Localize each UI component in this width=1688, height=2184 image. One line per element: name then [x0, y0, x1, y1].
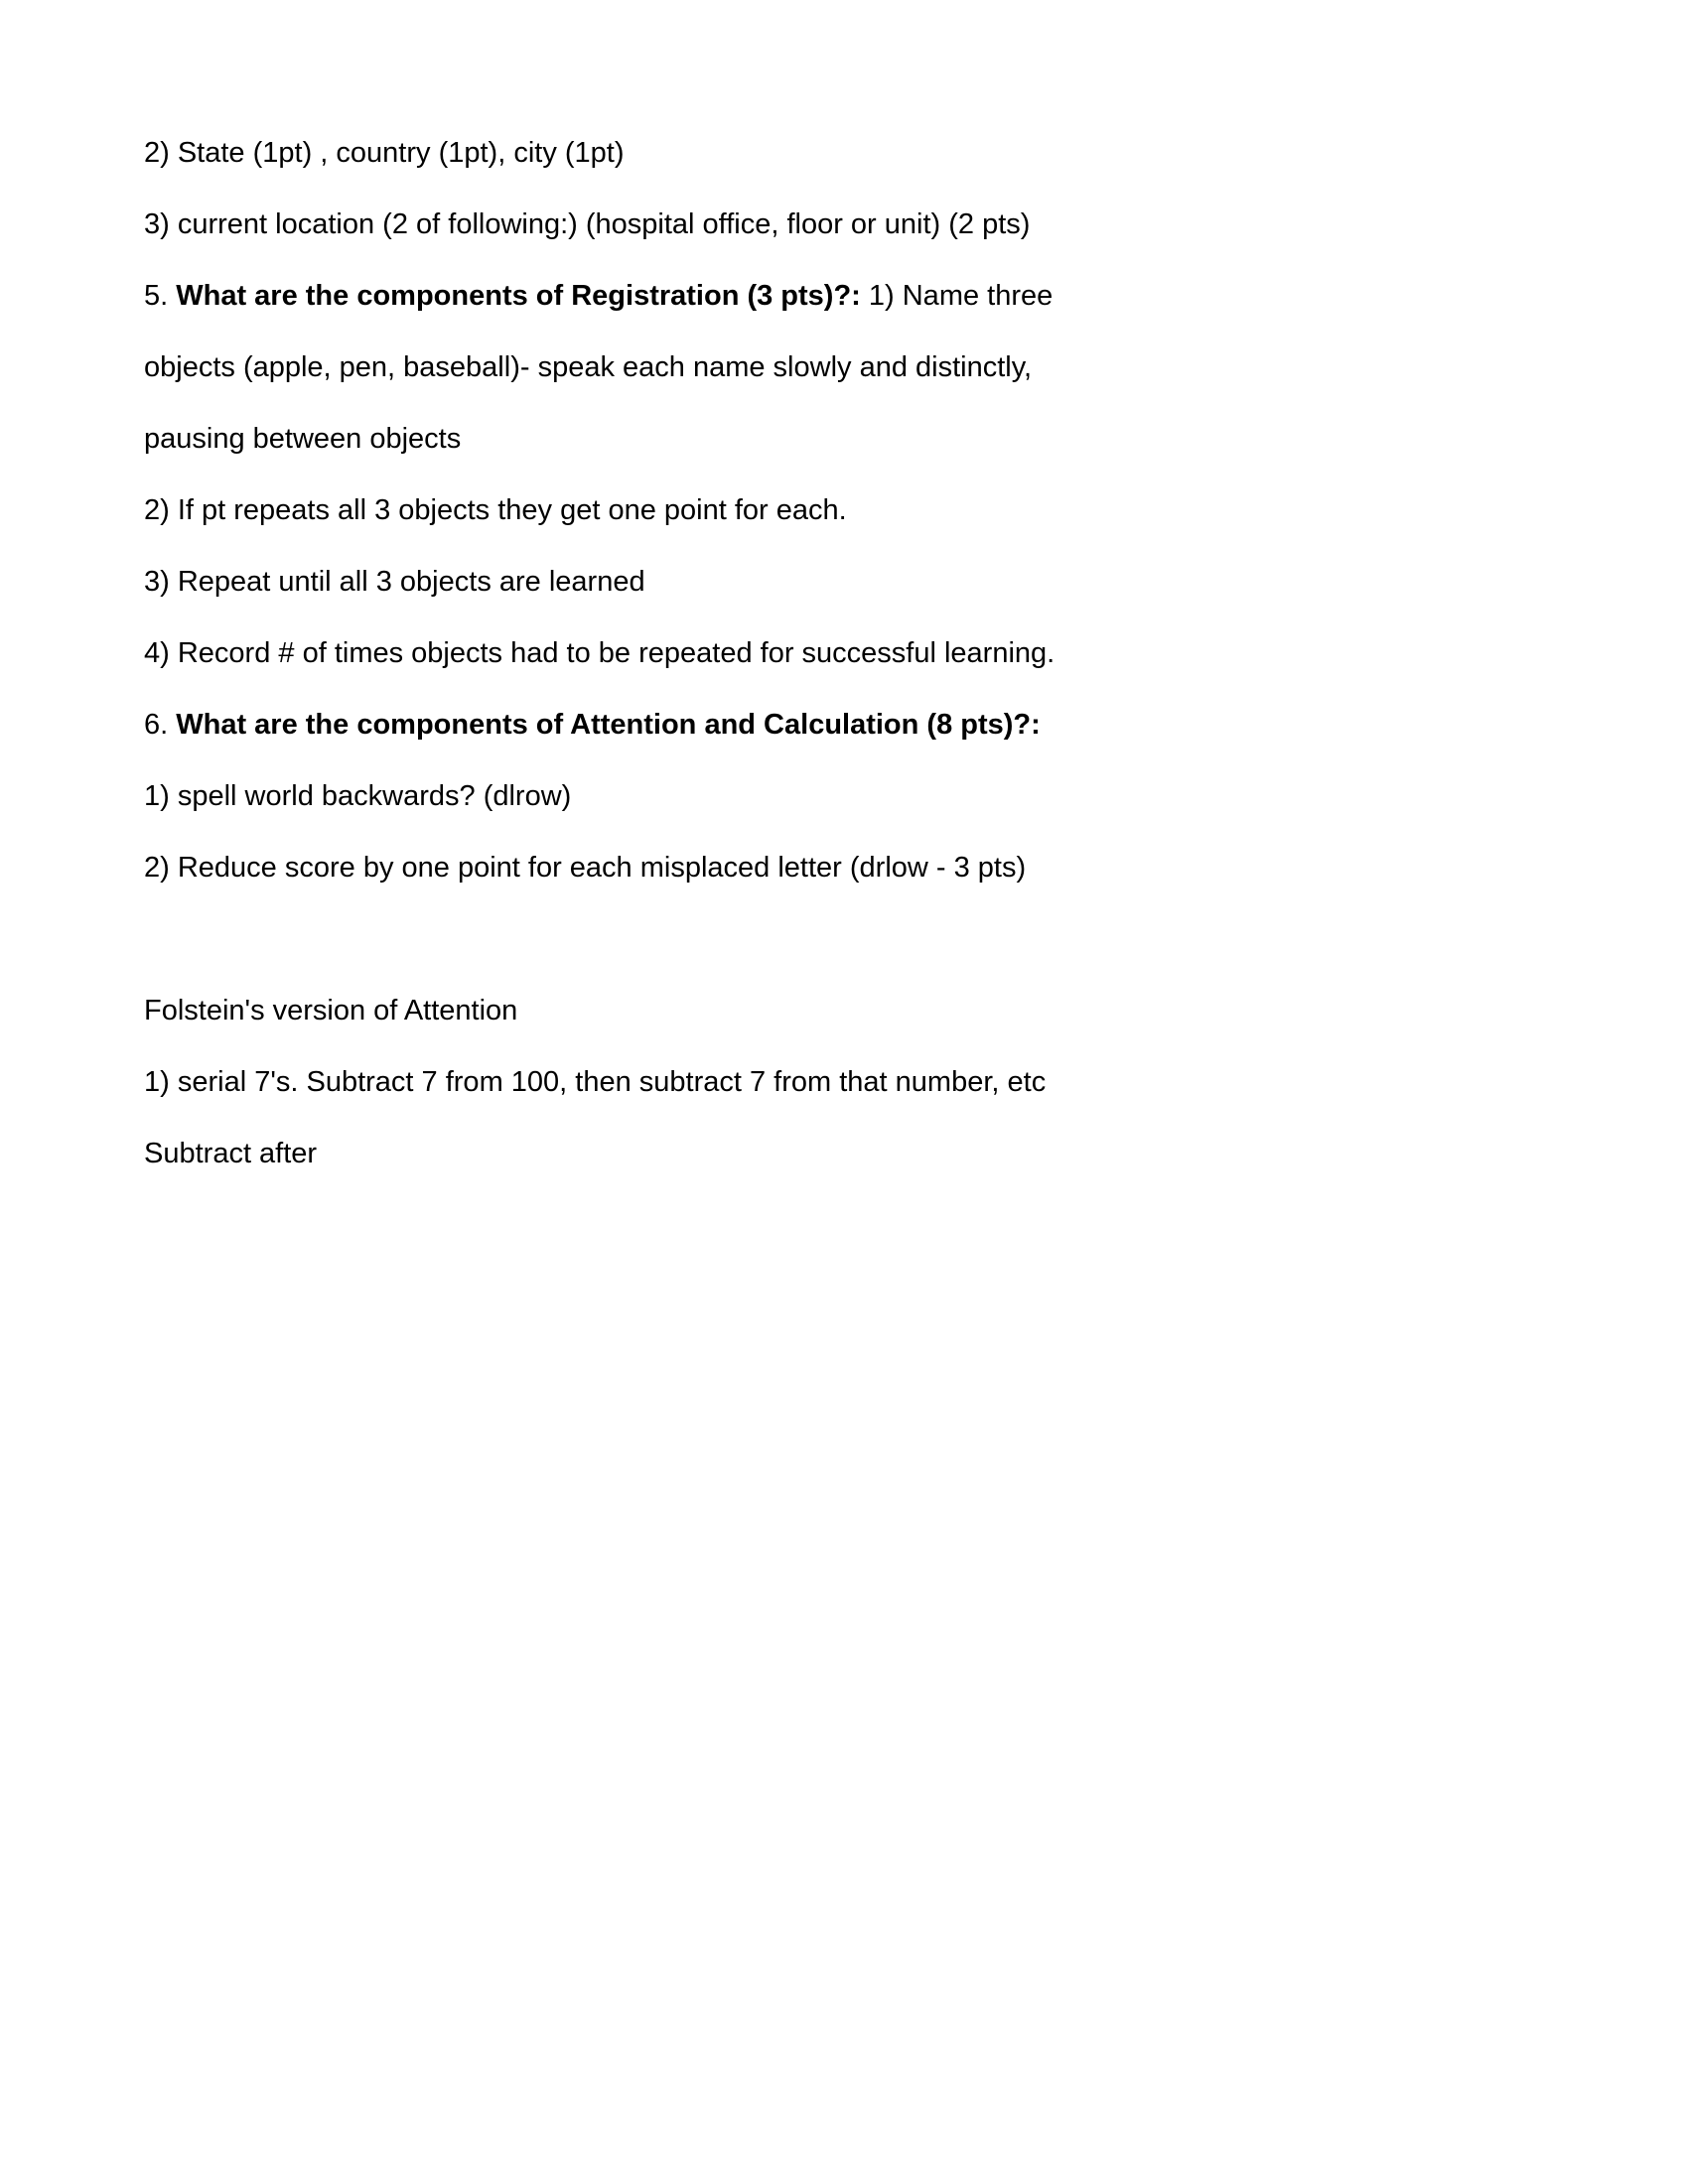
text-segment: 2) State (1pt) , country (1pt), city (1pt)	[144, 137, 625, 169]
paragraph	[144, 832, 1062, 903]
bold-text-segment: What are the components of Attention and Calculation (8 pts)?:	[176, 709, 1041, 741]
text-segment: 5.	[144, 280, 177, 312]
paragraph	[144, 689, 1062, 832]
text-segment: 2) Reduce score by one point for each misplaced letter (drlow - 3 pts)	[144, 852, 1027, 884]
text-segment: Folstein's version of Attention	[144, 995, 518, 1026]
paragraph	[144, 546, 1062, 617]
document-body	[144, 117, 1062, 1189]
bold-text-segment: What are the components of Registration (3 pts)?:	[176, 280, 861, 312]
paragraph	[144, 189, 1062, 260]
text-segment: 1) spell world backwards? (dlrow)	[144, 780, 572, 812]
paragraph	[144, 1046, 1062, 1189]
paragraph	[144, 617, 1062, 689]
text-segment: 1) serial 7's. Subtract 7 from 100, then subtract 7 from that number, etc Subtract after	[144, 1066, 1047, 1169]
text-segment: 1) Name three objects (apple, pen, baseball)- speak each name slowly and distinctly, pausing between objects	[144, 280, 1054, 455]
text-segment: 3) current location (2 of following:) (hospital office, floor or unit) (2 pts)	[144, 208, 1031, 240]
text-segment: 6.	[144, 709, 177, 741]
paragraph	[144, 117, 1062, 189]
paragraph	[144, 260, 1062, 475]
text-segment: 2) If pt repeats all 3 objects they get one point for each.	[144, 494, 847, 526]
paragraph	[144, 975, 1062, 1046]
paragraph	[144, 475, 1062, 546]
text-segment: 3) Repeat until all 3 objects are learned	[144, 566, 645, 598]
text-segment: 4) Record # of times objects had to be repeated for successful learning.	[144, 637, 1055, 669]
